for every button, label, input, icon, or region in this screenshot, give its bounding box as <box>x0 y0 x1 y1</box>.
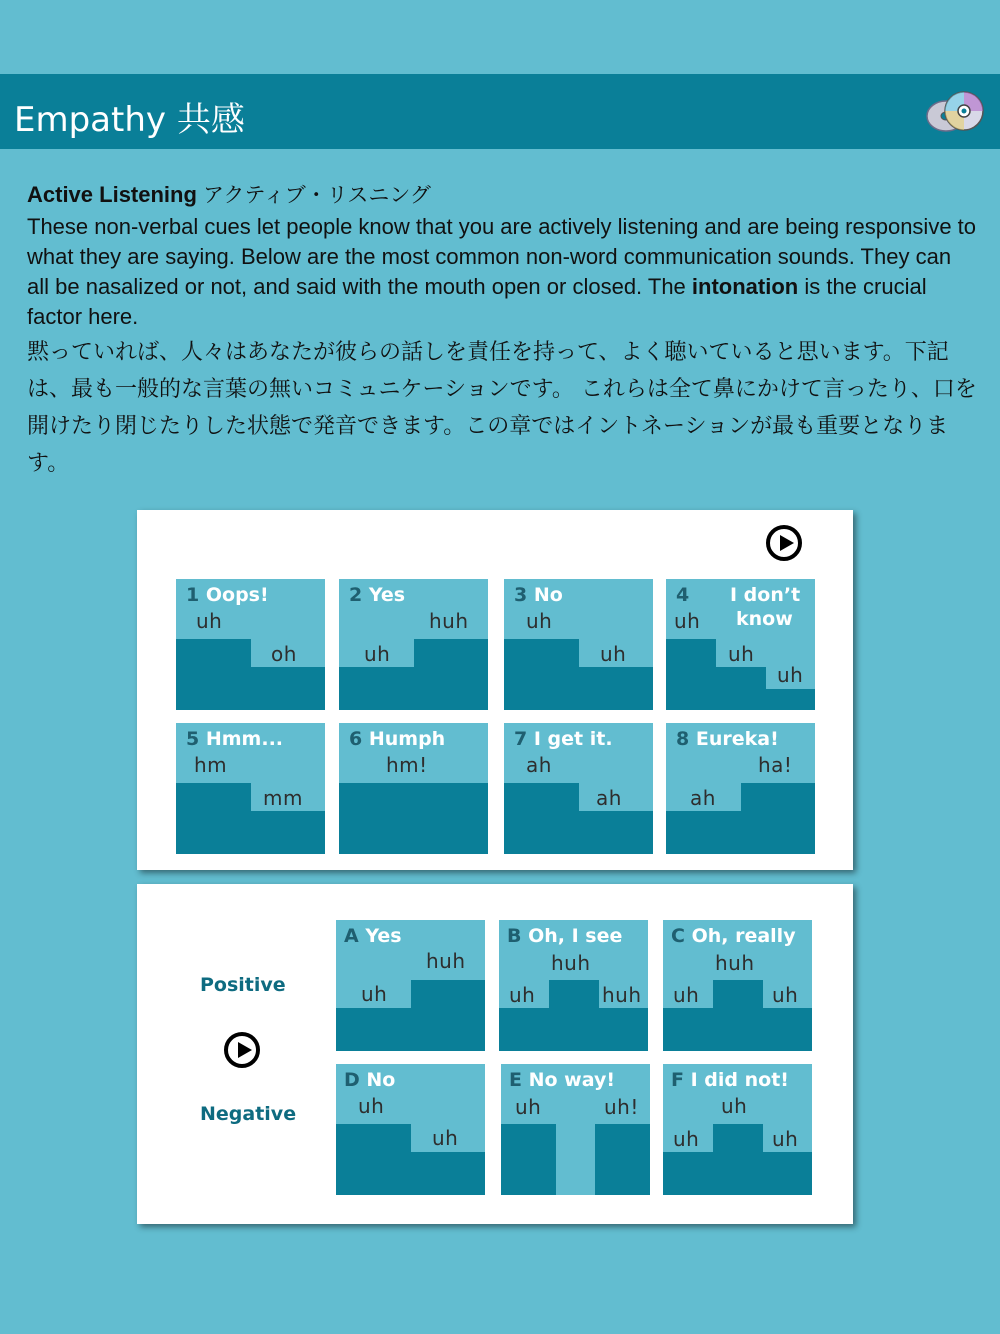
para-part-1: These non-verbal cues let people know that you are actively listening and are being responsive to what they are saying. Below are the most common non-word communication sounds. They can all be nasalized or not, and said with the mouth open or closed. The <box>27 214 977 299</box>
sound-label: uh <box>772 983 799 1007</box>
intro-paragraph <box>27 212 977 332</box>
sound-card-8[interactable] <box>666 723 815 854</box>
heading-bold: Active Listening <box>27 182 197 207</box>
card-title-line2: know <box>736 608 793 630</box>
sound-label: uh <box>777 663 804 687</box>
response-card-a[interactable] <box>336 920 485 1051</box>
sound-label: uh <box>515 1095 542 1119</box>
sound-label: huh <box>551 951 591 975</box>
sound-card-1[interactable] <box>176 579 325 710</box>
sound-label: uh <box>728 642 755 666</box>
sound-label: uh <box>432 1126 459 1150</box>
intro-section <box>27 180 977 482</box>
card-title: Yes <box>368 584 406 606</box>
card-letter: D <box>344 1069 360 1091</box>
response-card-f[interactable] <box>663 1064 812 1195</box>
sound-label: huh <box>429 609 469 633</box>
sound-label: hm! <box>386 753 428 777</box>
responses-panel <box>137 884 853 1224</box>
card-title: I don’t <box>730 584 801 606</box>
response-card-d[interactable] <box>336 1064 485 1195</box>
sound-label: uh <box>364 642 391 666</box>
heading-jp: アクティブ・リスニング <box>203 183 431 207</box>
card-number: 5 <box>186 728 200 750</box>
negative-label: Negative <box>200 1103 297 1125</box>
card-letter: B <box>507 925 522 947</box>
play-button[interactable] <box>766 525 802 561</box>
sound-card-3[interactable] <box>504 579 653 710</box>
sound-label: ha! <box>758 753 793 777</box>
card-title: Yes <box>365 925 402 947</box>
sound-label: ah <box>526 753 552 777</box>
sound-label: huh <box>426 949 466 973</box>
para-bold: intonation <box>691 274 799 299</box>
sound-label: uh <box>600 642 627 666</box>
card-number: 4 <box>676 584 690 606</box>
card-letter: C <box>671 925 685 947</box>
card-title: No way! <box>528 1069 616 1091</box>
card-number: 2 <box>349 584 363 606</box>
sound-card-2[interactable] <box>339 579 488 710</box>
card-letter: F <box>671 1069 684 1091</box>
card-title: I did not! <box>690 1069 789 1091</box>
intro-japanese: 黙っていれば、人々はあなたが彼らの話しを責任を持って、よく聴いていると思います。下記は、最も一般的な言葉の無いコミュニケーションです。 これらは全て鼻にかけて言ったり、口を開けたり閉じたりした状態で発音できます。この章ではイントネーションが最も重要となります。 <box>27 340 977 476</box>
cd-disc-icon[interactable] <box>924 90 988 134</box>
card-number: 7 <box>514 728 528 750</box>
sound-label: uh <box>673 1127 700 1151</box>
card-number: 8 <box>676 728 690 750</box>
sound-card-6[interactable] <box>339 723 488 854</box>
card-title: Oh, really <box>691 925 796 947</box>
sound-label: uh <box>721 1094 748 1118</box>
sound-label: ah <box>690 786 716 810</box>
play-button[interactable] <box>224 1032 260 1068</box>
sound-label: oh <box>271 642 297 666</box>
sound-label: uh <box>358 1094 385 1118</box>
sound-label: hm <box>194 753 228 777</box>
sounds-panel <box>137 510 853 870</box>
sound-label: uh <box>526 609 553 633</box>
card-letter: E <box>509 1069 522 1091</box>
card-title: Oh, I see <box>528 925 623 947</box>
card-number: 1 <box>186 584 200 606</box>
response-card-c[interactable] <box>663 920 812 1051</box>
card-title: Humph <box>368 728 446 750</box>
card-number: 3 <box>514 584 528 606</box>
sound-label: uh! <box>604 1095 639 1119</box>
sound-card-7[interactable] <box>504 723 653 854</box>
sound-label: mm <box>263 786 303 810</box>
page-title: Empathy 共感 <box>14 100 245 140</box>
card-letter: A <box>344 925 359 947</box>
card-title: No <box>533 584 563 606</box>
sound-label: uh <box>772 1127 799 1151</box>
response-card-b[interactable] <box>499 920 648 1051</box>
para-part-2: is the crucial factor here. <box>27 274 927 329</box>
card-title: Hmm... <box>205 728 284 750</box>
sound-label: uh <box>509 983 536 1007</box>
sound-card-4[interactable] <box>666 579 815 710</box>
sound-card-5[interactable] <box>176 723 325 854</box>
sound-label: huh <box>602 983 642 1007</box>
card-number: 6 <box>349 728 363 750</box>
card-title: No <box>366 1069 396 1091</box>
sound-label: uh <box>196 609 223 633</box>
response-card-e[interactable] <box>501 1064 650 1195</box>
sound-label: uh <box>673 983 700 1007</box>
card-title: I get it. <box>533 728 613 750</box>
header-bar <box>0 74 1000 149</box>
sound-label: ah <box>596 786 622 810</box>
positive-label: Positive <box>200 974 286 996</box>
sound-label: uh <box>361 982 388 1006</box>
sound-label: huh <box>715 951 755 975</box>
card-title: Oops! <box>205 584 269 606</box>
card-title: Eureka! <box>695 728 779 750</box>
section-heading <box>27 180 977 210</box>
sound-label: uh <box>674 609 701 633</box>
